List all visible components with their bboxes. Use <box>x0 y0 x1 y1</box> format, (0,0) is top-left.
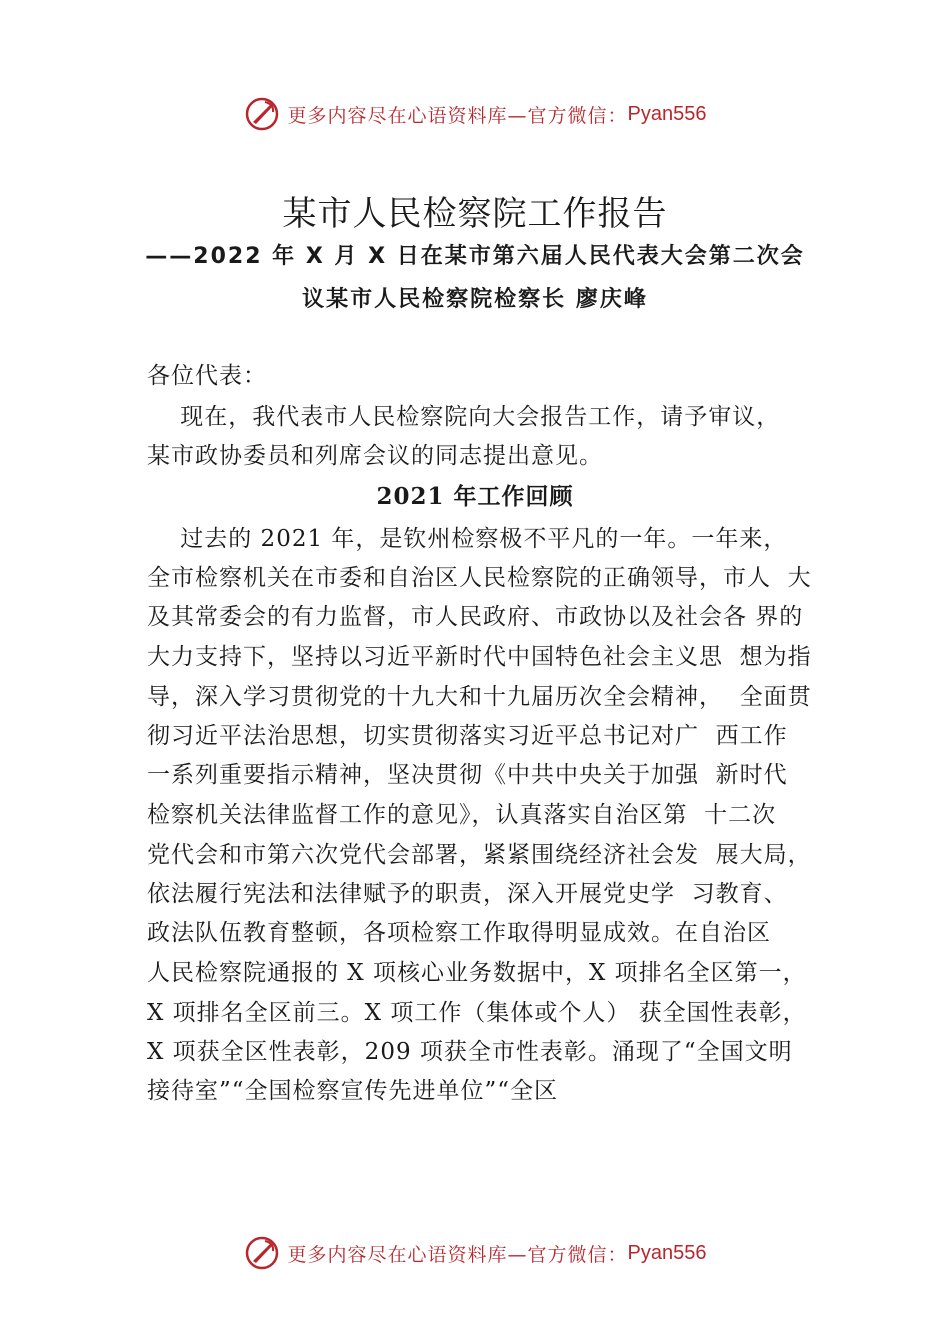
intro-line: 某市政协委员和列席会议的同志提出意见。 <box>147 443 603 469</box>
salutation: 各位代表： <box>147 363 267 389</box>
subtitle-line-1: ——2022 年 X 月 X 日在某市第六届人民代表大会第二次会 <box>145 244 805 269</box>
body-line: X 项获全区性表彰，209 项获全市性表彰。涌现了“全国文明 <box>147 1039 793 1065</box>
body-line: 及其常委会的有力监督，市人民政府、市政协以及社会各 界的 <box>147 604 804 630</box>
body-line: 过去的 2021 年，是钦州检察极不平凡的一年。一年来， <box>147 526 788 552</box>
body-line: 彻习近平法治思想，切实贯彻落实习近平总书记对广 西工作 <box>147 723 788 749</box>
body-line: 检察机关法律监督工作的意见》，认真落实自治区第 十二次 <box>147 802 777 828</box>
banner-wechat-id: Pyan556 <box>627 102 707 125</box>
intro-line: 现在，我代表市人民检察院向大会报告工作，请予审议， <box>147 404 781 430</box>
body-line: 政法队伍教育整顿，各项检察工作取得明显成效。在自治区 <box>147 920 771 946</box>
footer-banner <box>0 1233 950 1273</box>
body-line: 导，深入学习贯彻党的十九大和十九届历次全会精神， 全面贯 <box>147 684 812 710</box>
body-line: 一系列重要指示精神，坚决贯彻《中共中央关于加强 新时代 <box>147 762 788 788</box>
banner-text: 更多内容尽在心语资料库—官方微信： <box>287 104 628 127</box>
body-line: X 项排名全区前三。X 项工作（集体或个人） 获全国性表彰， <box>147 1000 807 1026</box>
body-line: 接待室”“全国检察宣传先进单位”“全区 <box>147 1078 559 1104</box>
quill-logo-icon <box>244 1235 280 1271</box>
banner-wechat-id: Pyan556 <box>627 1241 707 1264</box>
quill-logo-icon <box>244 96 280 132</box>
header-banner <box>0 94 950 134</box>
body-line: 全市检察机关在市委和自治区人民检察院的正确领导，市人 大 <box>147 565 812 591</box>
body-line: 依法履行宪法和法律赋予的职责，深入开展党史学 习教育、 <box>147 881 788 907</box>
body-line: 人民检察院通报的 X 项核心业务数据中，X 项排名全区第一， <box>147 960 807 986</box>
document-title: 某市人民检察院工作报告 <box>282 194 668 234</box>
body-line: 大力支持下，坚持以习近平新时代中国特色社会主义思 想为指 <box>147 644 812 670</box>
subtitle-line-2: 议某市人民检察院检察长 廖庆峰 <box>302 287 648 312</box>
section-heading: 2021 年工作回顾 <box>376 483 574 510</box>
body-line: 党代会和市第六次党代会部署，紧紧围绕经济社会发 展大局， <box>147 842 812 868</box>
banner-text: 更多内容尽在心语资料库—官方微信： <box>287 1243 628 1266</box>
